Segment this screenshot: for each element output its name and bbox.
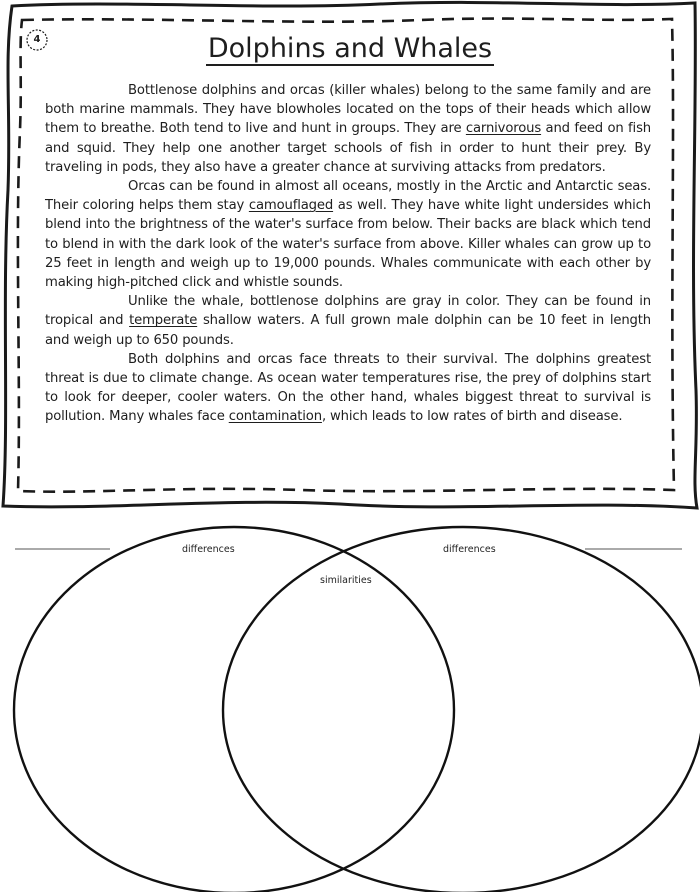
- paragraph-3: Unlike the whale, bottlenose dolphins are gray in color. They can be found in tropical and temperate shallow waters. A full grown male dolphin can be 10 feet in length and weigh up to 650 pounds.: [45, 294, 651, 348]
- vocab-term: camouflaged: [248, 198, 334, 214]
- vocab-term: carnivorous: [465, 121, 542, 137]
- page-title: [0, 33, 700, 64]
- left-differences-label: differences: [182, 544, 235, 555]
- page-number: 4: [33, 34, 41, 45]
- left-circle[interactable]: [14, 527, 454, 892]
- article-body: [45, 81, 651, 427]
- similarities-label: similarities: [320, 575, 372, 586]
- paragraph-1: Bottlenose dolphins and orcas (killer whales) belong to the same family and are both marine mammals. They have blowholes located on the tops of their heads which allow them to breathe. Both tend to live and hunt in groups. They are carnivorous and feed on fish and squid. They help one another target schools of fish in order to hunt their prey. By traveling in pods, they also have a greater chance at surviving attacks from predators.: [45, 83, 651, 175]
- paragraph-4: Both dolphins and orcas face threats to their survival. The dolphins greatest threat is due to climate change. As ocean water temperatures rise, the prey of dolphins start to look for deeper, cooler waters. On the other hand, whales biggest threat to survival is pollution. Many whales face contamination, which leads to low rates of birth and disease.: [45, 351, 651, 425]
- venn-diagram: [0, 520, 700, 892]
- page-title-text: Dolphins and Whales: [207, 33, 493, 64]
- right-differences-label: differences: [443, 544, 496, 555]
- vocab-term: contamination: [228, 409, 322, 425]
- right-circle[interactable]: [223, 527, 700, 892]
- vocab-term: temperate: [129, 313, 198, 329]
- paragraph-2: Orcas can be found in almost all oceans, mostly in the Arctic and Antarctic seas. Their coloring helps them stay camouflaged as well. They have white light undersides which blend into the brightness of the water's surface from below. Their backs are black which tend to blend in with the dark look of the water's surface from above. Killer whales can grow up to 25 feet in length and weigh up to 19,000 pounds. Whales communicate with each other by making high-pitched click and whistle sounds.: [45, 179, 651, 291]
